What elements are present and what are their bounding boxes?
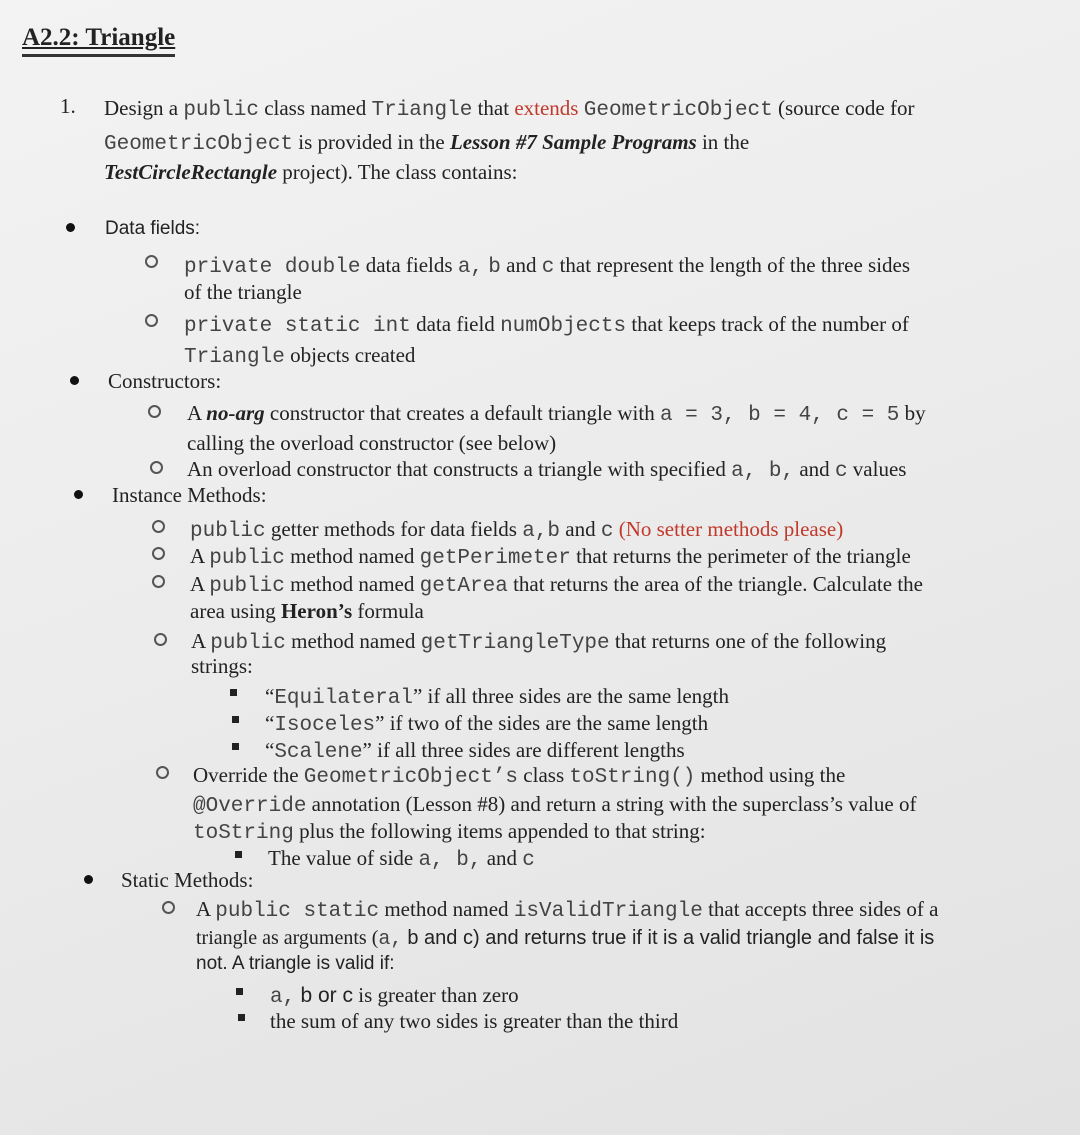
square-bullet-icon xyxy=(230,689,237,696)
bullet-icon xyxy=(70,376,79,385)
circle-bullet-icon xyxy=(152,547,165,560)
valid-rule-1: a, b or c is greater than zero xyxy=(270,983,519,1009)
square-bullet-icon xyxy=(232,716,239,723)
string-equilateral: “Equilateral” if all three sides are the same length xyxy=(265,684,729,710)
item-number: 1. xyxy=(60,94,76,118)
square-bullet-icon xyxy=(236,988,243,995)
circle-bullet-icon xyxy=(154,633,167,646)
method-1: public getter methods for data fields a,b and c (No setter methods please) xyxy=(190,517,844,543)
constructors-heading: Constructors: xyxy=(108,369,222,393)
constructor-1-line-2: calling the overload constructor (see below) xyxy=(187,431,557,455)
square-bullet-icon xyxy=(235,851,242,858)
circle-bullet-icon xyxy=(162,901,175,914)
string-isoceles: “Isoceles” if two of the sides are the same length xyxy=(265,711,709,737)
field-1-line-2: of the triangle xyxy=(184,280,302,304)
method-2: A public method named getPerimeter that returns the perimeter of the triangle xyxy=(190,544,911,570)
circle-bullet-icon xyxy=(148,405,161,418)
intro-line-1: Design a public class named Triangle that extends GeometricObject (source code for xyxy=(104,96,915,122)
circle-bullet-icon xyxy=(150,461,163,474)
circle-bullet-icon xyxy=(152,520,165,533)
method-3-line-1: A public method named getArea that returns the area of the triangle. Calculate the xyxy=(190,572,923,598)
method-4-line-2: strings: xyxy=(191,654,253,678)
valid-rule-2: the sum of any two sides is greater than the third xyxy=(270,1009,679,1033)
method-5-line-1: Override the GeometricObject’s class toString() method using the xyxy=(193,763,846,789)
method-4-line-1: A public method named getTriangleType that returns one of the following xyxy=(191,629,887,655)
page-title: A2.2: Triangle xyxy=(22,24,175,57)
static-method-line-3: not. A triangle is valid if: xyxy=(196,953,395,974)
method-3-line-2: area using Heron’s formula xyxy=(190,599,424,623)
field-1-line-1: private double data fields a, b and c that represent the length of the three sides xyxy=(184,253,911,279)
string-scalene: “Scalene” if all three sides are different lengths xyxy=(265,738,685,764)
method-5-line-2: @Override annotation (Lesson #8) and return a string with the superclass’s value of xyxy=(193,792,917,818)
method-5-line-3: toString plus the following items appended to that string: xyxy=(193,819,706,845)
circle-bullet-icon xyxy=(145,314,158,327)
instance-methods-heading: Instance Methods: xyxy=(112,483,267,507)
constructor-1-line-1: A no-arg constructor that creates a default triangle with a = 3, b = 4, c = 5 by xyxy=(187,401,926,427)
constructor-2: An overload constructor that constructs a triangle with specified a, b, and c values xyxy=(187,457,907,483)
square-bullet-icon xyxy=(232,743,239,750)
circle-bullet-icon xyxy=(152,575,165,588)
bullet-icon xyxy=(74,490,83,499)
data-fields-heading: Data fields: xyxy=(105,218,201,239)
tostring-item: The value of side a, b, and c xyxy=(268,846,535,872)
circle-bullet-icon xyxy=(145,255,158,268)
static-method-line-1: A public static method named isValidTriangle that accepts three sides of a xyxy=(196,897,939,923)
intro-line-3: TestCircleRectangle project). The class contains: xyxy=(104,160,518,184)
static-methods-heading: Static Methods: xyxy=(121,868,254,892)
field-2-line-2: Triangle objects created xyxy=(184,343,416,369)
square-bullet-icon xyxy=(238,1014,245,1021)
bullet-icon xyxy=(84,875,93,884)
bullet-icon xyxy=(66,223,75,232)
intro-line-2: GeometricObject is provided in the Lesson #7 Sample Programs in the xyxy=(104,130,750,156)
static-method-line-2: triangle as arguments (a, b and c) and returns true if it is a valid triangle and false it is xyxy=(196,927,935,951)
field-2-line-1: private static int data field numObjects that keeps track of the number of xyxy=(184,312,909,338)
circle-bullet-icon xyxy=(156,766,169,779)
